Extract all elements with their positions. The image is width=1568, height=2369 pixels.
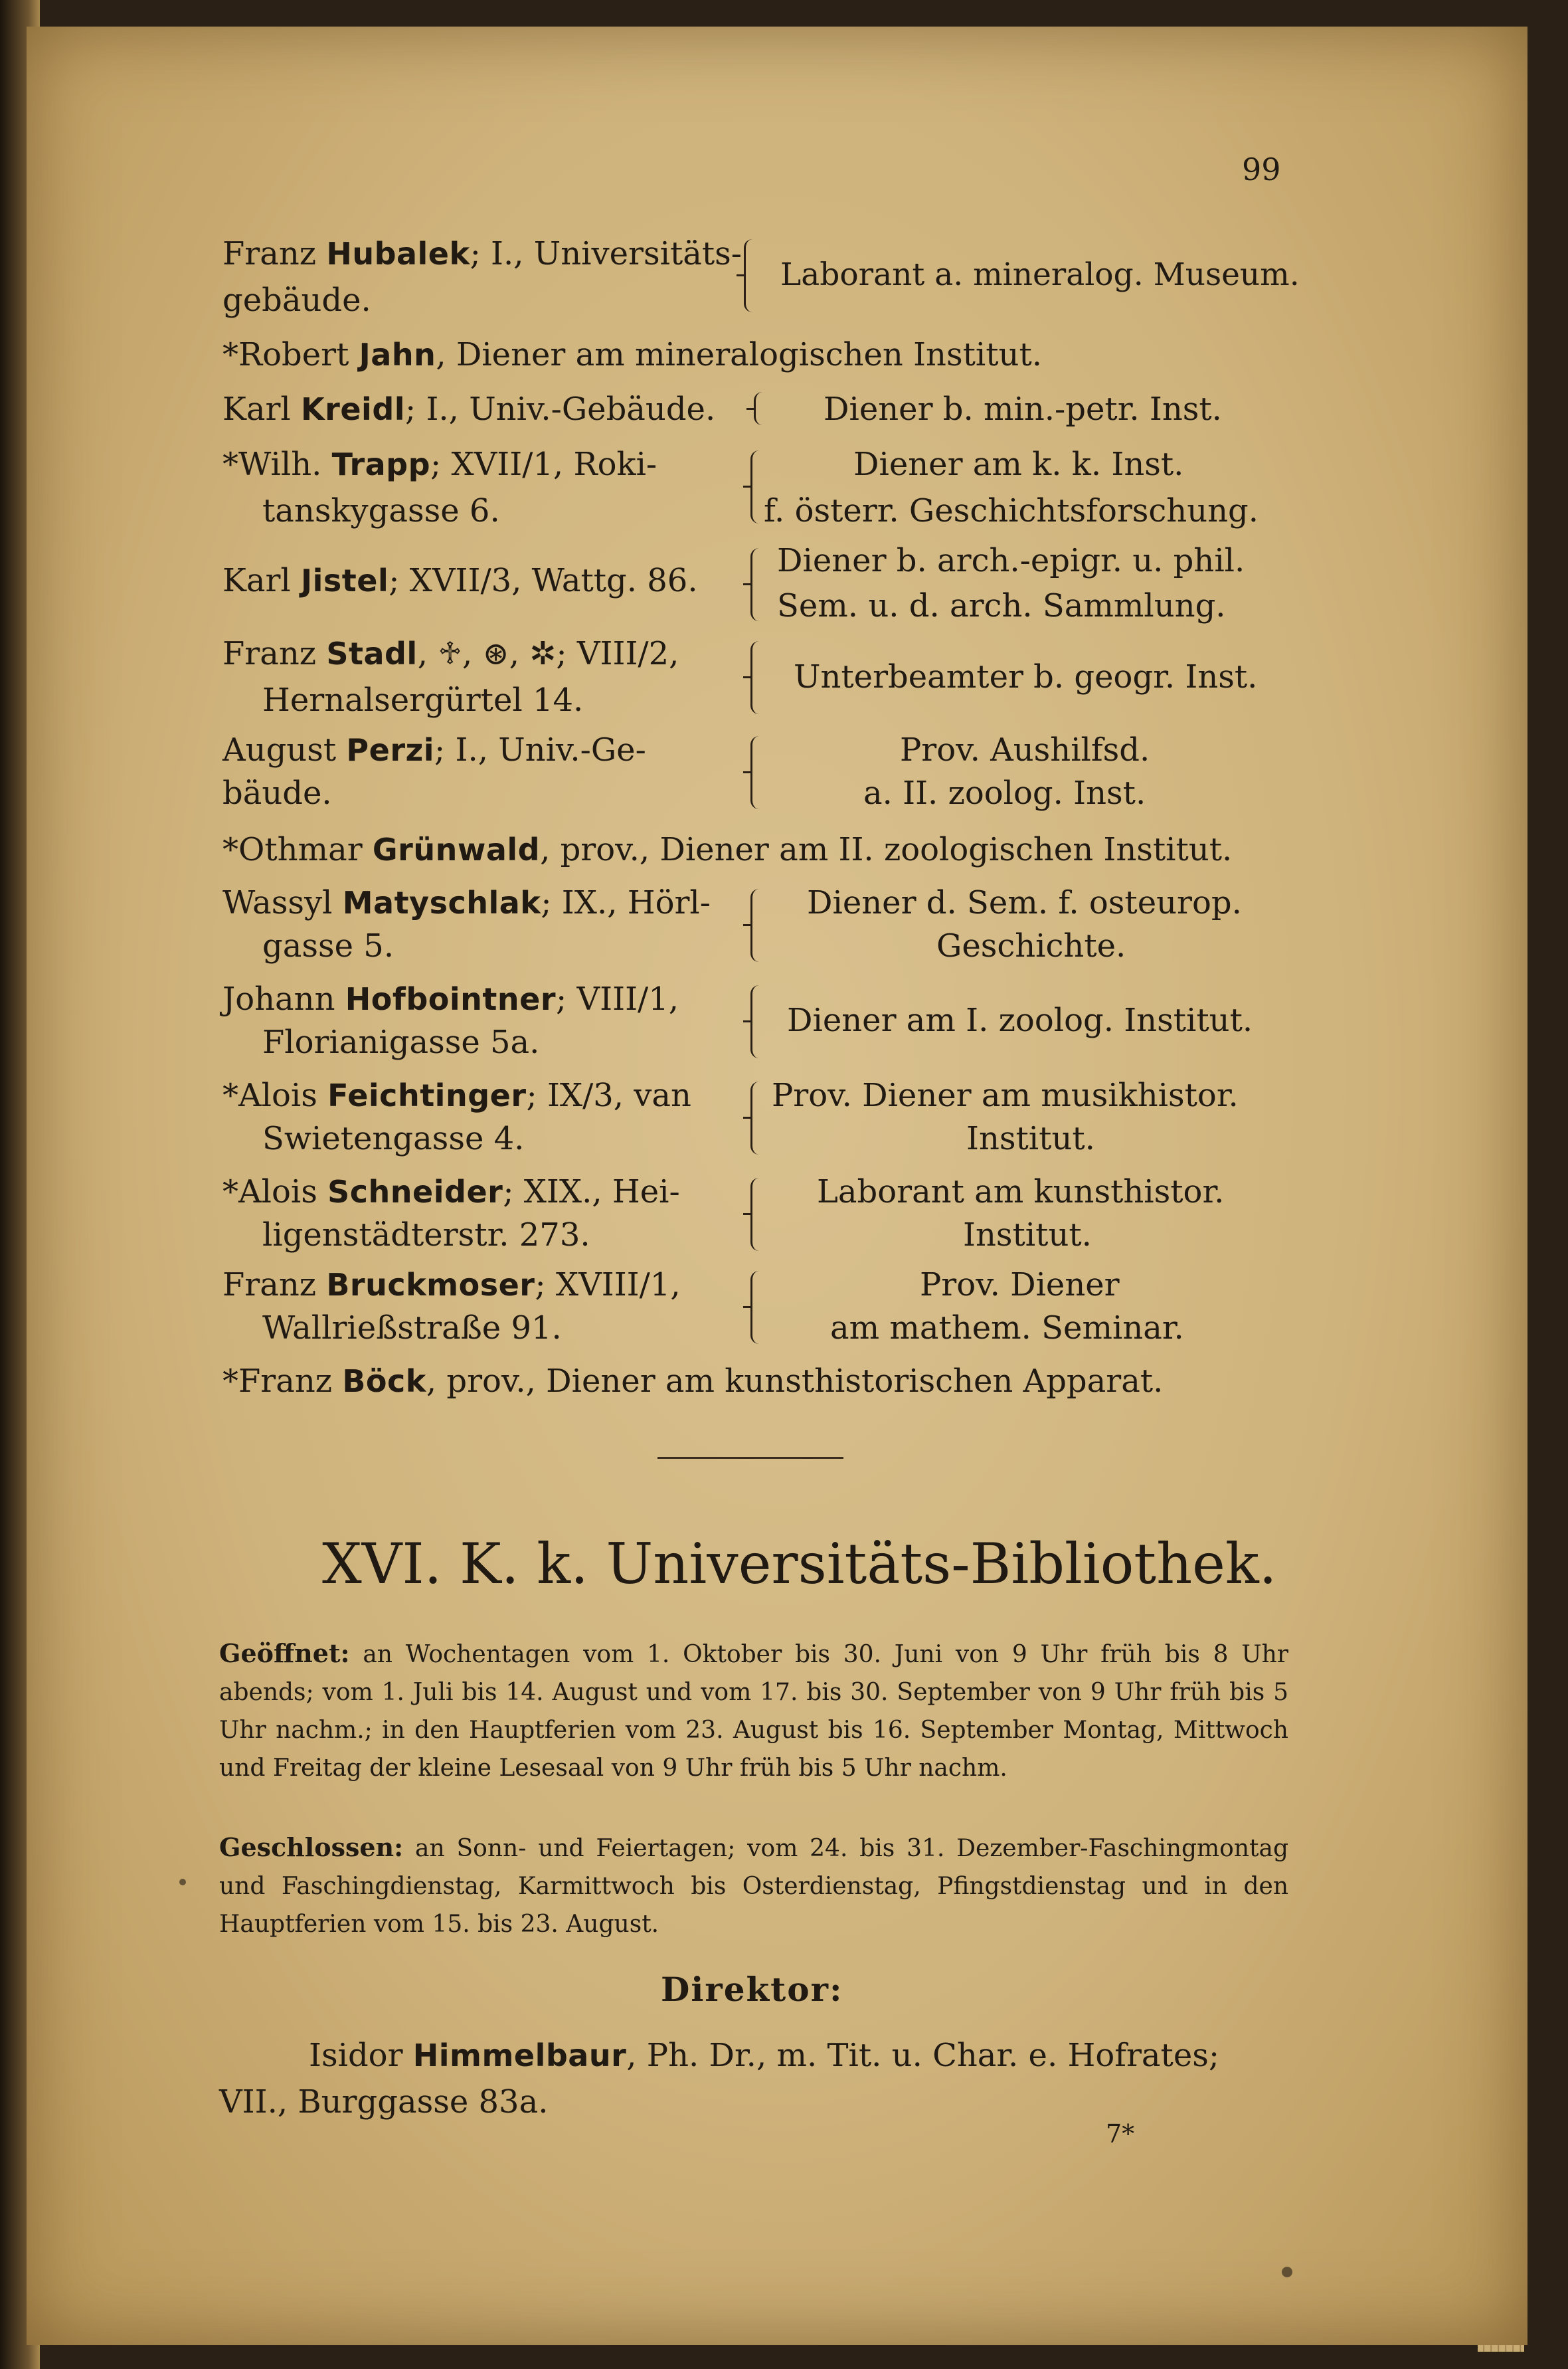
entry-jistel-line1: Karl Jistel; XVII/3, Wattg. 86.	[222, 562, 698, 599]
entry-kreidl-line1: Karl Kreidl; I., Univ.-Gebäude.	[222, 391, 716, 428]
entry-jistel-role2: Sem. u. d. arch. Sammlung.	[777, 587, 1226, 624]
page-number: 99	[1242, 151, 1281, 187]
ink-spot	[1282, 2267, 1292, 2277]
entry-stadl-line1: Franz Stadl, ♱, ⊛, ✲; VIII/2,	[222, 635, 679, 672]
brace	[750, 736, 759, 809]
entry-jistel-role1: Diener b. arch.-epigr. u. phil.	[777, 542, 1245, 579]
entry-hubalek-role: Laborant a. mineralog. Museum.	[780, 256, 1300, 293]
entry-bruckmoser-line1: Franz Bruckmoser; XVIII/1,	[222, 1266, 681, 1303]
entry-trapp-role1: Diener am k. k. Inst.	[853, 446, 1184, 483]
entry-perzi-role2: a. II. zoolog. Inst.	[863, 775, 1146, 812]
entry-bruckmoser-role1: Prov. Diener	[920, 1266, 1120, 1303]
brace	[750, 641, 759, 714]
brace	[750, 889, 759, 962]
section-divider	[657, 1457, 843, 1459]
closed-label: Geschlossen:	[219, 1832, 404, 1862]
opening-hours-paragraph: Geöffnet: an Wochentagen vom 1. Oktober bis 30. Juni von 9 Uhr früh bis 8 Uhr abends; vom 1. Juli bis 14. August und vom 17. bis 30. September von 9 Uhr früh bis 5 Uhr nachm.; in den Hauptferien vom 23. August bis 16. September Montag, Mittwoch und Freitag der kleine Lesesaal von 9 Uhr früh bis 5 Uhr nachm.	[219, 1638, 1288, 1782]
signature-mark: 7*	[1106, 2119, 1135, 2148]
entry-schneider-line2: ligenstädterstr. 273.	[262, 1216, 590, 1254]
entry-matyschlak-line2: gasse 5.	[262, 927, 394, 965]
entry-feichtinger-line2: Swietengasse 4.	[262, 1120, 525, 1157]
entry-matyschlak-line1: Wassyl Matyschlak; IX., Hörl-	[222, 884, 711, 921]
brace	[750, 985, 759, 1058]
director-line1: Isidor Himmelbaur, Ph. Dr., m. Tit. u. Char. e. Hofrates;	[309, 2037, 1220, 2074]
entry-matyschlak-role2: Geschichte.	[936, 927, 1126, 965]
brace	[754, 392, 762, 425]
entry-bruckmoser-role2: am mathem. Seminar.	[830, 1309, 1184, 1347]
entry-hubalek-line1: Franz Hubalek; I., Universitäts-	[222, 235, 742, 272]
brace	[750, 1082, 759, 1155]
entry-schneider-role2: Institut.	[963, 1216, 1092, 1254]
entry-trapp-line1: *Wilh. Trapp; XVII/1, Roki-	[222, 446, 657, 483]
entry-trapp-line2: tanskygasse 6.	[262, 492, 500, 529]
section-title: XVI. K. k. Universitäts-Bibliothek.	[322, 1531, 1277, 1596]
entry-kreidl-role: Diener b. min.-petr. Inst.	[824, 391, 1222, 428]
entry-schneider-role1: Laborant am kunsthistor.	[817, 1173, 1225, 1210]
entry-perzi-line2: bäude.	[222, 775, 332, 812]
brace	[744, 239, 752, 312]
entry-hubalek-line2: gebäude.	[222, 282, 371, 319]
ink-spot	[179, 1879, 186, 1885]
entry-hofbointner-line1: Johann Hofbointner; VIII/1,	[222, 981, 679, 1018]
opened-label: Geöffnet:	[219, 1638, 350, 1668]
entry-perzi-role1: Prov. Aushilfsd.	[900, 731, 1150, 769]
entry-boeck: *Franz Böck, prov., Diener am kunsthistorischen Apparat.	[222, 1363, 1164, 1400]
brace	[750, 548, 759, 621]
brace	[750, 1271, 759, 1344]
entry-stadl-line2: Hernalsergürtel 14.	[262, 682, 584, 719]
entry-perzi-line1: August Perzi; I., Univ.-Ge-	[222, 731, 646, 769]
entry-feichtinger-role2: Institut.	[966, 1120, 1095, 1157]
entry-bruckmoser-line2: Wallrießstraße 91.	[262, 1309, 562, 1347]
brace	[750, 1178, 759, 1251]
entry-jahn: *Robert Jahn, Diener am mineralogischen Institut.	[222, 336, 1042, 373]
brace	[750, 450, 759, 523]
entry-gruenwald: *Othmar Grünwald, prov., Diener am II. zoologischen Institut.	[222, 831, 1233, 868]
closed-paragraph: Geschlossen: an Sonn- und Feiertagen; vom 24. bis 31. Dezember-Faschingmontag und Faschingdienstag, Karmittwoch bis Osterdienstag, Pfingstdienstag und in den Hauptferien vom 15. bis 23. August.	[219, 1832, 1288, 1938]
entry-feichtinger-line1: *Alois Feichtinger; IX/3, van	[222, 1077, 691, 1114]
entry-hofbointner-role: Diener am I. zoolog. Institut.	[787, 1002, 1253, 1039]
director-line2: VII., Burggasse 83a.	[219, 2083, 549, 2121]
entry-schneider-line1: *Alois Schneider; XIX., Hei-	[222, 1173, 680, 1210]
director-heading: Direktor:	[661, 1970, 843, 2009]
entry-matyschlak-role1: Diener d. Sem. f. osteurop.	[807, 884, 1242, 921]
entry-feichtinger-role1: Prov. Diener am musikhistor.	[772, 1077, 1239, 1114]
entry-hofbointner-line2: Florianigasse 5a.	[262, 1024, 540, 1061]
entry-trapp-role2: f. österr. Geschichtsforschung.	[764, 492, 1259, 529]
entry-stadl-role: Unterbeamter b. geogr. Inst.	[794, 658, 1258, 696]
